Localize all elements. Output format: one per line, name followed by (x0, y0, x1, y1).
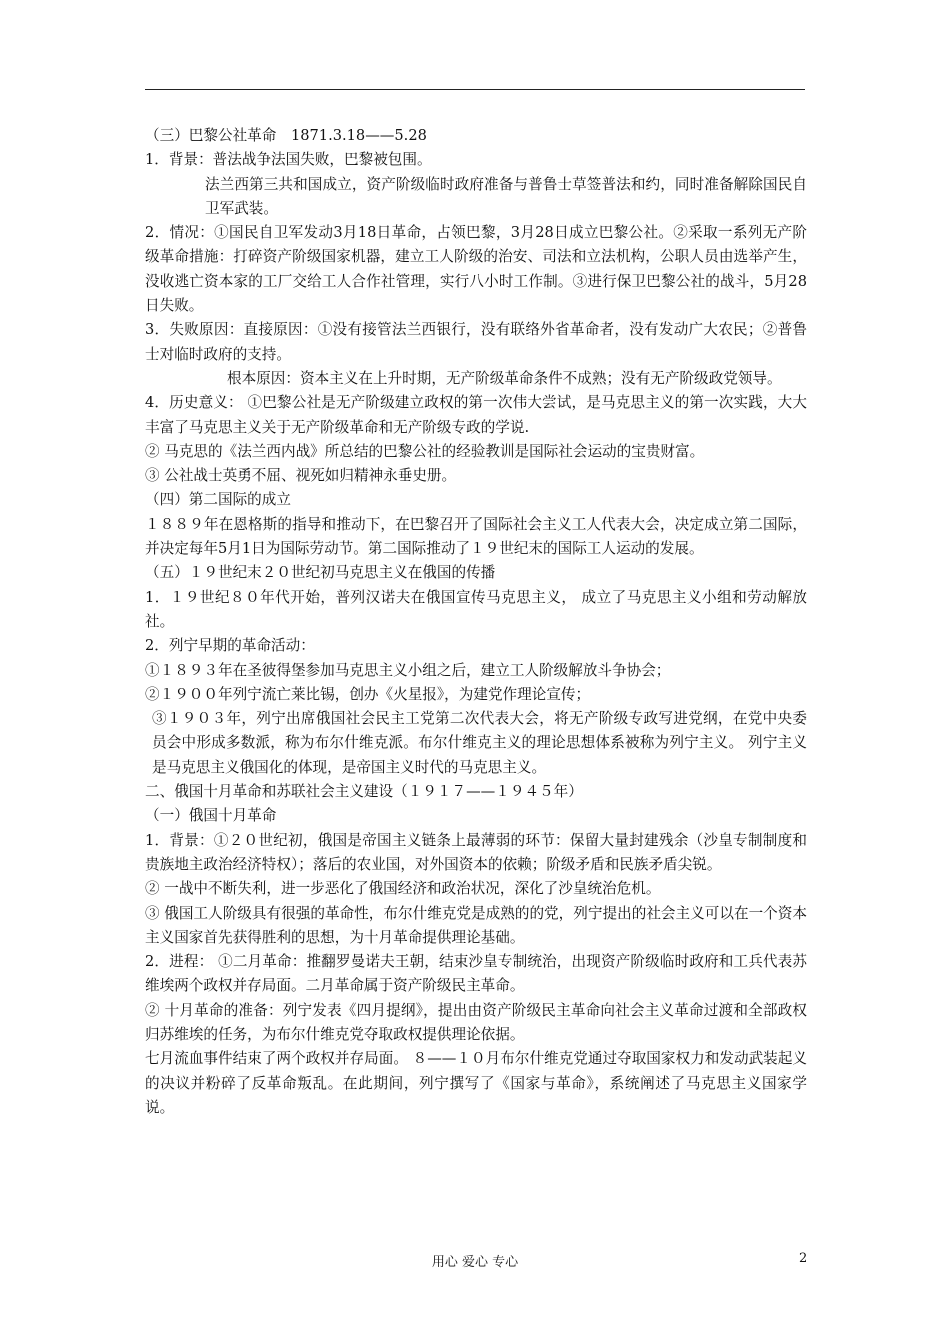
paragraph: 3．失败原因：直接原因：①没有接管法兰西银行，没有联络外省革命者，没有发动广大农民；②普鲁士对临时政府的支持。 (145, 321, 807, 363)
paragraph: ③１９０３年，列宁出席俄国社会民主工党第二次代表大会，将无产阶级专政写进党纲，在党中央委员会中形成多数派，称为布尔什维克派。布尔什维克主义的理论思想体系被称为列宁主义。 列宁主义是马克思主义俄国化的体现，是帝国主义时代的马克思主义。 (152, 710, 807, 776)
document-body (145, 124, 807, 1120)
heading-october-revolution-section: 二、俄国十月革命和苏联社会主义建设（１９１７——１９４５年） (145, 783, 583, 801)
paragraph: 2．情况：①国民自卫军发动3月18日革命，占领巴黎，3月28日成立巴黎公社。②采取一系列无产阶级革命措施：打碎资产阶级国家机器，建立工人阶级的治安、司法和立法机构，公职人员由选举产生，没收逃亡资本家的工厂交给工人合作社管理，实行八小时工作制。③进行保卫巴黎公社的战斗，5月28日失败。 (145, 224, 807, 315)
heading-second-international: （四）第二国际的成立 (145, 491, 291, 509)
paragraph: ② 十月革命的准备：列宁发表《四月提纲》，提出由资产阶级民主革命向社会主义革命过渡和全部政权归苏维埃的任务，为布尔什维克党夺取政权提供理论依据。 (145, 1001, 807, 1043)
paragraph: ③ 俄国工人阶级具有很强的革命性，布尔什维克党是成熟的的党，列宁提出的社会主义可以在一个资本主义国家首先获得胜利的思想，为十月革命提供理论基础。 (145, 904, 807, 946)
paragraph: 1．背景：普法战争法国失败，巴黎被包围。 (145, 151, 432, 169)
heading-paris-commune: （三）巴黎公社革命 1871.3.18——5.28 (145, 127, 427, 144)
paragraph: 1．１９世纪８０年代开始，普列汉诺夫在俄国宣传马克思主义， 成立了马克思主义小组和劳动解放社。 (145, 588, 807, 630)
paragraph: 2．列宁早期的革命活动： (145, 637, 315, 655)
paragraph: ③ 公社战士英勇不屈、视死如归精神永垂史册。 (145, 467, 457, 485)
paragraph: ② 马克思的《法兰西内战》所总结的巴黎公社的经验教训是国际社会运动的宝贵财富。 (145, 442, 705, 460)
footer-slogan: 用心 爱心 专心 (431, 1255, 519, 1270)
paragraph: 七月流血事件结束了两个政权并存局面。 ８——１０月布尔什维克党通过夺取国家权力和发动武装起义的决议并粉碎了反革命叛乱。在此期间，列宁撰写了《国家与革命》，系统阐述了马克思主义国家学说。 (145, 1050, 807, 1116)
paragraph: ②１９００年列宁流亡莱比锡，创办《火星报》，为建党作理论宣传； (145, 685, 591, 703)
paragraph: 根本原因：资本主义在上升时期，无产阶级革命条件不成熟；没有无产阶级政党领导。 (227, 369, 782, 387)
heading-marxism-in-russia: （五）１９世纪末２０世纪初马克思主义在俄国的传播 (145, 564, 496, 582)
paragraph: 1．背景：①２０世纪初，俄国是帝国主义链条上最薄弱的环节：保留大量封建残余（沙皇专制制度和贵族地主政治经济特权）；落后的农业国，对外国资本的依赖；阶级矛盾和民族矛盾尖锐。 (145, 831, 807, 873)
paragraph: １８８９年在恩格斯的指导和推动下，在巴黎召开了国际社会主义工人代表大会，决定成立第二国际，并决定每年5月1日为国际劳动节。第二国际推动了１９世纪末的国际工人运动的发展。 (145, 515, 807, 558)
paragraph: 2．进程： ①二月革命：推翻罗曼诺夫王朝，结束沙皇专制统治，出现资产阶级临时政府和工兵代表苏维埃两个政权并存局面。二月革命属于资产阶级民主革命。 (145, 953, 807, 995)
paragraph: 4．历史意义： ①巴黎公社是无产阶级建立政权的第一次伟大尝试，是马克思主义的第一次实践，大大丰富了马克思主义关于无产阶级革命和无产阶级专政的学说. (145, 394, 807, 436)
paragraph: ①１８９３年在圣彼得堡参加马克思主义小组之后，建立工人阶级解放斗争协会； (145, 661, 671, 679)
heading-october-revolution: （一）俄国十月革命 (145, 807, 277, 825)
page-number: 2 (799, 1251, 808, 1266)
paragraph: ② 一战中不断失利，进一步恶化了俄国经济和政治状况，深化了沙皇统治危机。 (145, 880, 661, 898)
header-rule (145, 89, 805, 90)
paragraph: 法兰西第三共和国成立，资产阶级临时政府准备与普鲁士草签普法和约，同时准备解除国民自卫军武装。 (205, 175, 807, 217)
